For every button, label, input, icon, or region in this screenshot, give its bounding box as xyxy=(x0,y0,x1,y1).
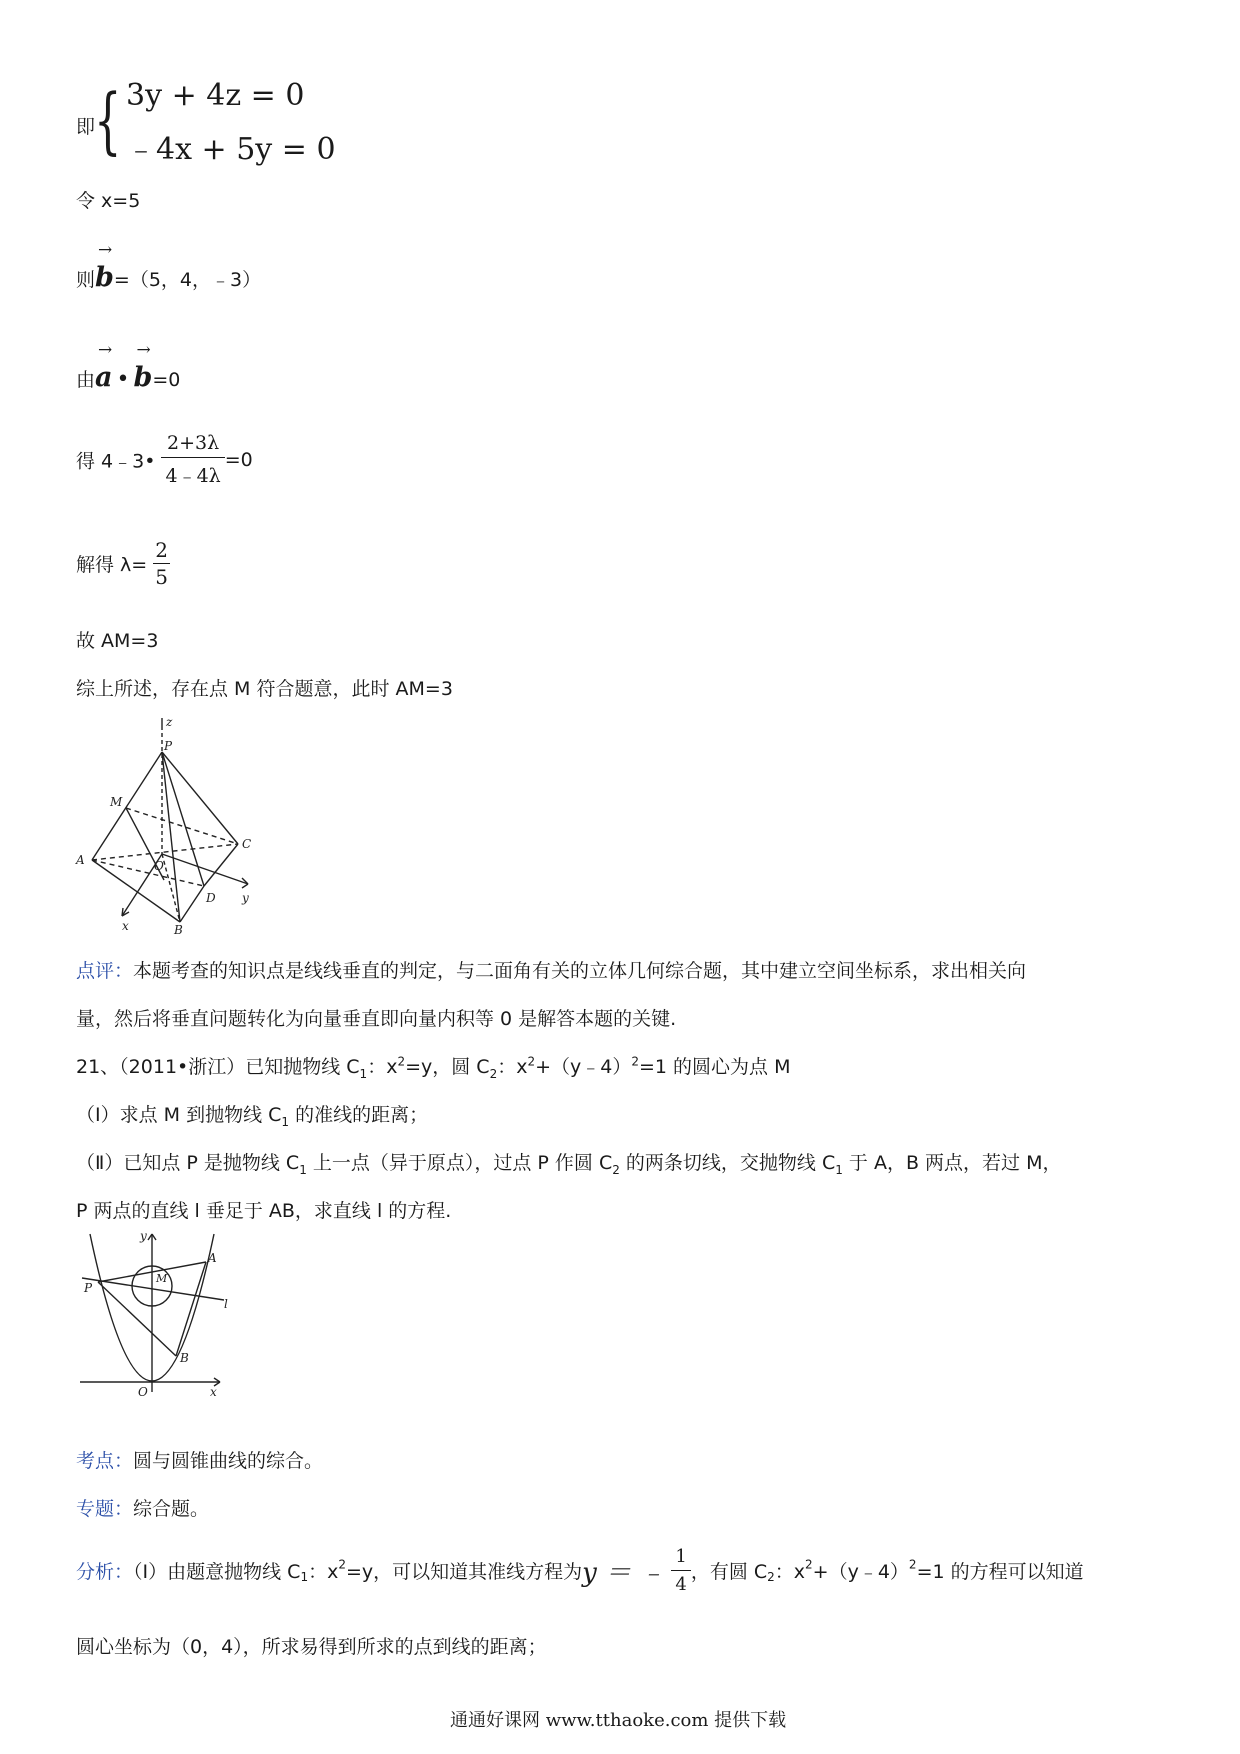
dot-symbol: • xyxy=(116,367,130,392)
fig2-label-o: O xyxy=(138,1385,148,1399)
fig2-label-m: M xyxy=(156,1272,168,1285)
page-footer: 通通好课网 www.tthaoke.com 提供下载 xyxy=(450,1710,787,1731)
vector-a-symbol: → a xyxy=(95,340,113,393)
kaodian-label: 考点： xyxy=(76,1450,134,1472)
lambda-eq-rest: =0 xyxy=(224,449,253,471)
let-x-line: 令 x=5 xyxy=(76,190,141,212)
fig1-label-b: B xyxy=(174,923,183,934)
problem21-part2-line2: P 两点的直线 l 垂足于 AB，求直线 l 的方程. xyxy=(76,1200,452,1222)
fenxi-label: 分析： xyxy=(76,1561,134,1583)
parabola-figure xyxy=(76,1228,236,1404)
lambda-fraction-numerator: 2+3λ xyxy=(161,432,224,458)
vector-b-value: =（5，4，﹣3） xyxy=(113,269,262,291)
solve-lambda-numerator: 2 xyxy=(155,538,168,562)
problem21-header: 21、（2011•浙江）已知抛物线 $C_1$：$x^2=y$，圆 $C_2$：$x^2+(y﹣4)^2=1$ 的圆心为点 M xyxy=(76,1054,791,1081)
dot-prefix: 由 xyxy=(76,369,96,391)
solve-lambda-prefix: 解得 λ= xyxy=(76,554,148,576)
left-brace: { xyxy=(94,78,122,162)
comment-line-1 xyxy=(76,956,1026,983)
fig2-label-l: l xyxy=(224,1297,228,1311)
dot-product-line xyxy=(76,340,181,393)
solve-lambda-line xyxy=(76,538,170,589)
fig1-label-o: O xyxy=(154,859,164,873)
fig1-label-x: x xyxy=(122,919,129,933)
am-result-line: 故 AM=3 xyxy=(76,630,159,652)
fig2-label-a: A xyxy=(208,1251,217,1265)
solve-lambda-denominator: 5 xyxy=(155,565,168,589)
fig1-label-a: A xyxy=(76,853,85,867)
system-eq1: 3y + 4z = 0 xyxy=(126,78,305,113)
vector-b-symbol: → b xyxy=(95,240,114,293)
fig2-label-p: P xyxy=(84,1281,93,1295)
fig2-label-b: B xyxy=(180,1351,189,1365)
lambda-equation-line xyxy=(76,432,253,488)
kaodian-text: 圆与圆锥曲线的综合。 xyxy=(133,1450,324,1472)
fig1-label-y: y xyxy=(242,891,249,905)
kaodian-line xyxy=(76,1446,323,1473)
fig1-label-z: z xyxy=(166,715,173,729)
problem21-part2-line1: （Ⅱ）已知点 P 是抛物线 $C_1$ 上一点（异于原点），过点 P 作圆 $C_2$ 的两条切线，交抛物线 $C_1$ 于 A，B 两点，若过 M， xyxy=(76,1152,1062,1177)
comment-label: 点评： xyxy=(76,960,134,982)
fig1-label-m: M xyxy=(110,795,123,809)
fenxi-line-1: 分析：（I）由题意抛物线 $C_1$：$x^2=y$，可以知道其准线方程为y ＝ ﹣ $\frac{1}{4}$ ，有圆 $C_2$：$x^2+(y﹣4)^2=1$ 的方程可以知道 xyxy=(76,1546,1084,1595)
pyramid-figure xyxy=(70,714,270,934)
fig1-label-c: C xyxy=(242,837,252,851)
zhuanti-label: 专题： xyxy=(76,1498,134,1520)
zhuanti-text: 综合题。 xyxy=(133,1498,210,1520)
directrix-fraction: $\frac{1}{4}$ xyxy=(671,1546,690,1595)
lambda-fraction xyxy=(161,432,224,488)
vector-b-symbol-2: → b xyxy=(133,340,153,393)
comment-line-2: 量，然后将垂直问题转化为向量垂直即向量内积等 0 是解答本题的关键. xyxy=(76,1008,677,1030)
directrix-expression: y ＝ ﹣ xyxy=(582,1558,666,1588)
system-prefix: 即 xyxy=(76,116,96,138)
fenxi-line-2: 圆心坐标为（0，4），所求易得到所求的点到线的距离； xyxy=(76,1636,547,1658)
lambda-fraction-denominator: 4﹣4λ xyxy=(165,465,221,487)
fig1-label-p: P xyxy=(164,739,173,753)
dot-rest: =0 xyxy=(152,369,181,391)
vector-b-line xyxy=(76,240,262,293)
fig2-label-y: y xyxy=(140,1229,147,1243)
comment-text-1: 本题考查的知识点是线线垂直的判定，与二面角有关的立体几何综合题，其中建立空间坐标系，求出相关向 xyxy=(133,960,1027,982)
problem21-part1: （Ⅰ）求点 M 到抛物线 $C_1$ 的准线的距离； xyxy=(76,1104,429,1129)
vector-b-prefix: 则 xyxy=(76,269,96,291)
lambda-eq-prefix: 得 4﹣3• xyxy=(76,450,156,473)
fig2-label-x: x xyxy=(210,1385,217,1399)
zhuanti-line xyxy=(76,1494,209,1521)
system-eq2: ﹣4x + 5y = 0 xyxy=(126,132,336,167)
solve-lambda-fraction xyxy=(153,538,170,589)
fig1-label-d: D xyxy=(206,891,216,905)
conclusion-line: 综上所述，存在点 M 符合题意，此时 AM=3 xyxy=(76,678,453,700)
